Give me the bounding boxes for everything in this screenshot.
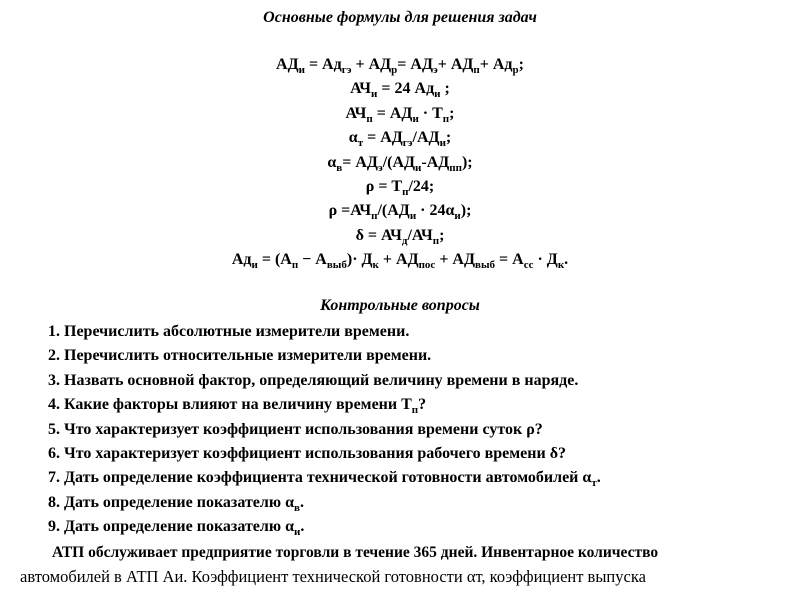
formula-4: $\alpha_т = АД_{гэ}/АД_и$; bbox=[348, 129, 452, 150]
question-item-4: 4. Какие факторы влияют на величину времени $Т_п$? bbox=[48, 396, 427, 417]
questions-heading: Контрольные вопросы bbox=[320, 297, 480, 314]
question-item-1: 1. Перечислить абсолютные измерители времени. bbox=[48, 323, 410, 340]
formula-1: $АД_и = Ад_{гэ} + АД_р= АД_э+ АД_п+ Ад_р$; bbox=[276, 56, 524, 76]
formula-2: $АЧ_и = 24$ $Ад_и$ ; bbox=[350, 80, 450, 101]
question-item-7: 7. Дать определение коэффициента технической готовности автомобилей $\alpha_т$. bbox=[48, 469, 601, 490]
task-text bbox=[0, 541, 800, 589]
question-list bbox=[48, 320, 601, 540]
formula-7: $\rho =АЧ_п/(АД_и \cdot 24\alpha_и)$; bbox=[328, 202, 472, 223]
question-item-3: 3. Назвать основной фактор, определяющий величину времени в наряде. bbox=[48, 371, 579, 389]
formula-6: $\rho = Т_п/24$; bbox=[365, 178, 435, 199]
formula-5: $\alpha_в= АД_э/(АД_и-АД_{пп})$; bbox=[327, 153, 473, 174]
question-item-9: 9. Дать определение показателю $\alpha_и$. bbox=[48, 518, 305, 539]
question-item-6: 6. Что характеризует коэффициент использования рабочего времени δ? bbox=[48, 445, 567, 463]
formula-9: $Ад_и = (А_п - А_{выб})\cdot Д_к + АД_{пос} + АД_{выб} = А_{сс} \cdot Д_к$. bbox=[231, 251, 569, 272]
page-title: Основные формулы для решения задач bbox=[263, 9, 537, 26]
task-line-2: автомобилей в АТП Аи. Коэффициент технической готовности αт, коэффициент выпуска bbox=[20, 567, 646, 586]
task-line-1: АТП обслуживает предприятие торговли в течение 365 дней. Инвентарное количество bbox=[52, 544, 659, 561]
formula-3: $АЧ_п = АД_и \cdot Т_п$; bbox=[345, 104, 455, 125]
question-item-2: 2. Перечислить относительные измерители времени. bbox=[48, 347, 432, 365]
formula-list bbox=[0, 53, 800, 273]
question-item-8: 8. Дать определение показателю $\alpha_в$. bbox=[48, 493, 304, 514]
question-item-5: 5. Что характеризует коэффициент использования времени суток ρ? bbox=[48, 420, 543, 438]
formula-8: $\delta = АЧ_д/АЧ_п$; bbox=[355, 226, 445, 247]
